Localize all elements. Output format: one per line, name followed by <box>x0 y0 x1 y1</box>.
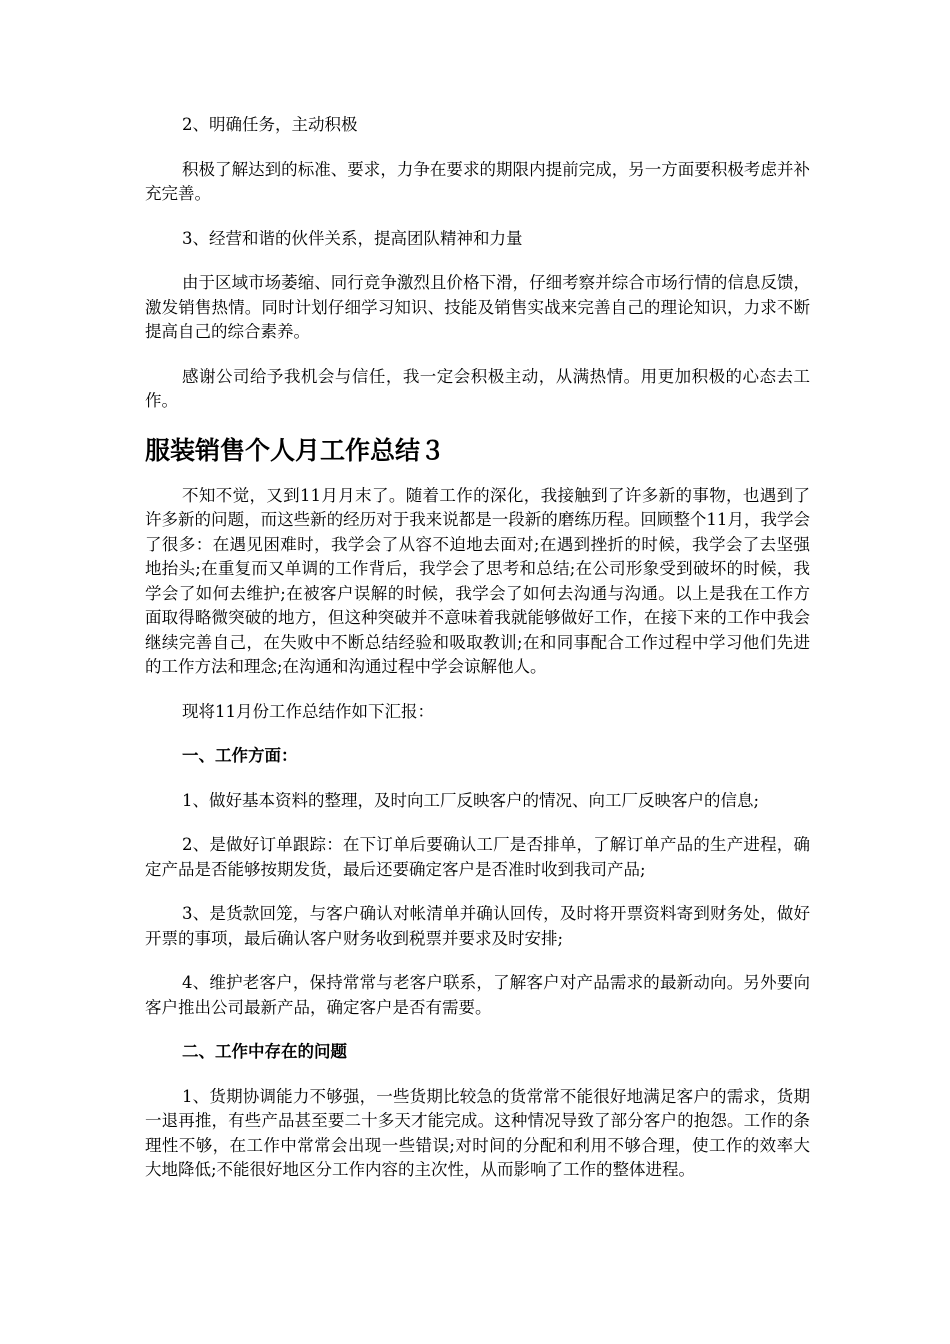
paragraph-work-item-2: 2、是做好订单跟踪：在下订单后要确认工厂是否排单，了解订单产品的生产进程，确定产品是否能够按期发货，最后还要确定客户是否准时收到我司产品; <box>145 835 810 879</box>
paragraph-intro: 不知不觉，又到11月月末了。随着工作的深化，我接触到了许多新的事物，也遇到了许多新的问题，而这些新的经历对于我来说都是一段新的磨练历程。回顾整个11月，我学会了很多：在遇见困难时，我学会了从容不迫地去面对;在遇到挫折的时候，我学会了去坚强地抬头;在重复而又单调的工作背后，我学会了思考和总结;在公司形象受到破坏的时候，我学会了如何去维护;在被客户误解的时候，我学会了如何去沟通与沟通。以上是我在工作方面取得略微突破的地方，但这种突破并不意味着我就能够做好工作，在接下来的工作中我会继续完善自己，在失败中不断总结经验和吸取教训;在和同事配合工作过程中学习他们先进的工作方法和理念;在沟通和沟通过程中学会谅解他人。 <box>145 485 810 676</box>
paragraph-thanks: 感谢公司给予我机会与信任，我一定会积极主动，从满热情。用更加积极的心态去工作。 <box>145 366 810 410</box>
paragraph-report-lead: 现将11月份工作总结作如下汇报： <box>182 701 434 721</box>
paragraph-task-heading: 2、明确任务，主动积极 <box>182 115 358 134</box>
section-title: 服装销售个人月工作总结３ <box>145 435 446 465</box>
paragraph-work-item-4: 4、维护老客户，保持常常与老客户联系，了解客户对产品需求的最新动向。另外要向客户推出公司最新产品，确定客户是否有需要。 <box>145 973 810 1017</box>
subheading-work-aspects: 一、工作方面： <box>182 746 298 765</box>
paragraph-problem-item-1: 1、货期协调能力不够强，一些货期比较急的货常常不能很好地满足客户的需求，货期一退再推，有些产品甚至要二十多天才能完成。这种情况导致了部分客户的抱怨。工作的条理性不够，在工作中常常会出现一些错误;对时间的分配和利用不够合理，使工作的效率大大地降低;不能很好地区分工作内容的主次性，从而影响了工作的整体进程。 <box>145 1086 810 1179</box>
paragraph-partner-body: 由于区域市场萎缩、同行竞争激烈且价格下滑，仔细考察并综合市场行情的信息反馈，激发销售热情。同时计划仔细学习知识、技能及销售实战来完善自己的理论知识，力求不断提高自己的综合素养。 <box>145 273 810 341</box>
paragraph-partner-heading: 3、经营和谐的伙伴关系，提高团队精神和力量 <box>182 228 523 248</box>
paragraph-work-item-1: 1、做好基本资料的整理，及时向工厂反映客户的情况、向工厂反映客户的信息; <box>182 790 760 810</box>
paragraph-task-body: 积极了解达到的标准、要求，力争在要求的期限内提前完成，另一方面要积极考虑并补充完善。 <box>145 159 810 203</box>
paragraph-work-item-3: 3、是货款回笼，与客户确认对帐清单并确认回传，及时将开票资料寄到财务处，做好开票的事项，最后确认客户财务收到税票并要求及时安排; <box>145 904 810 948</box>
subheading-problems: 二、工作中存在的问题 <box>182 1042 347 1061</box>
